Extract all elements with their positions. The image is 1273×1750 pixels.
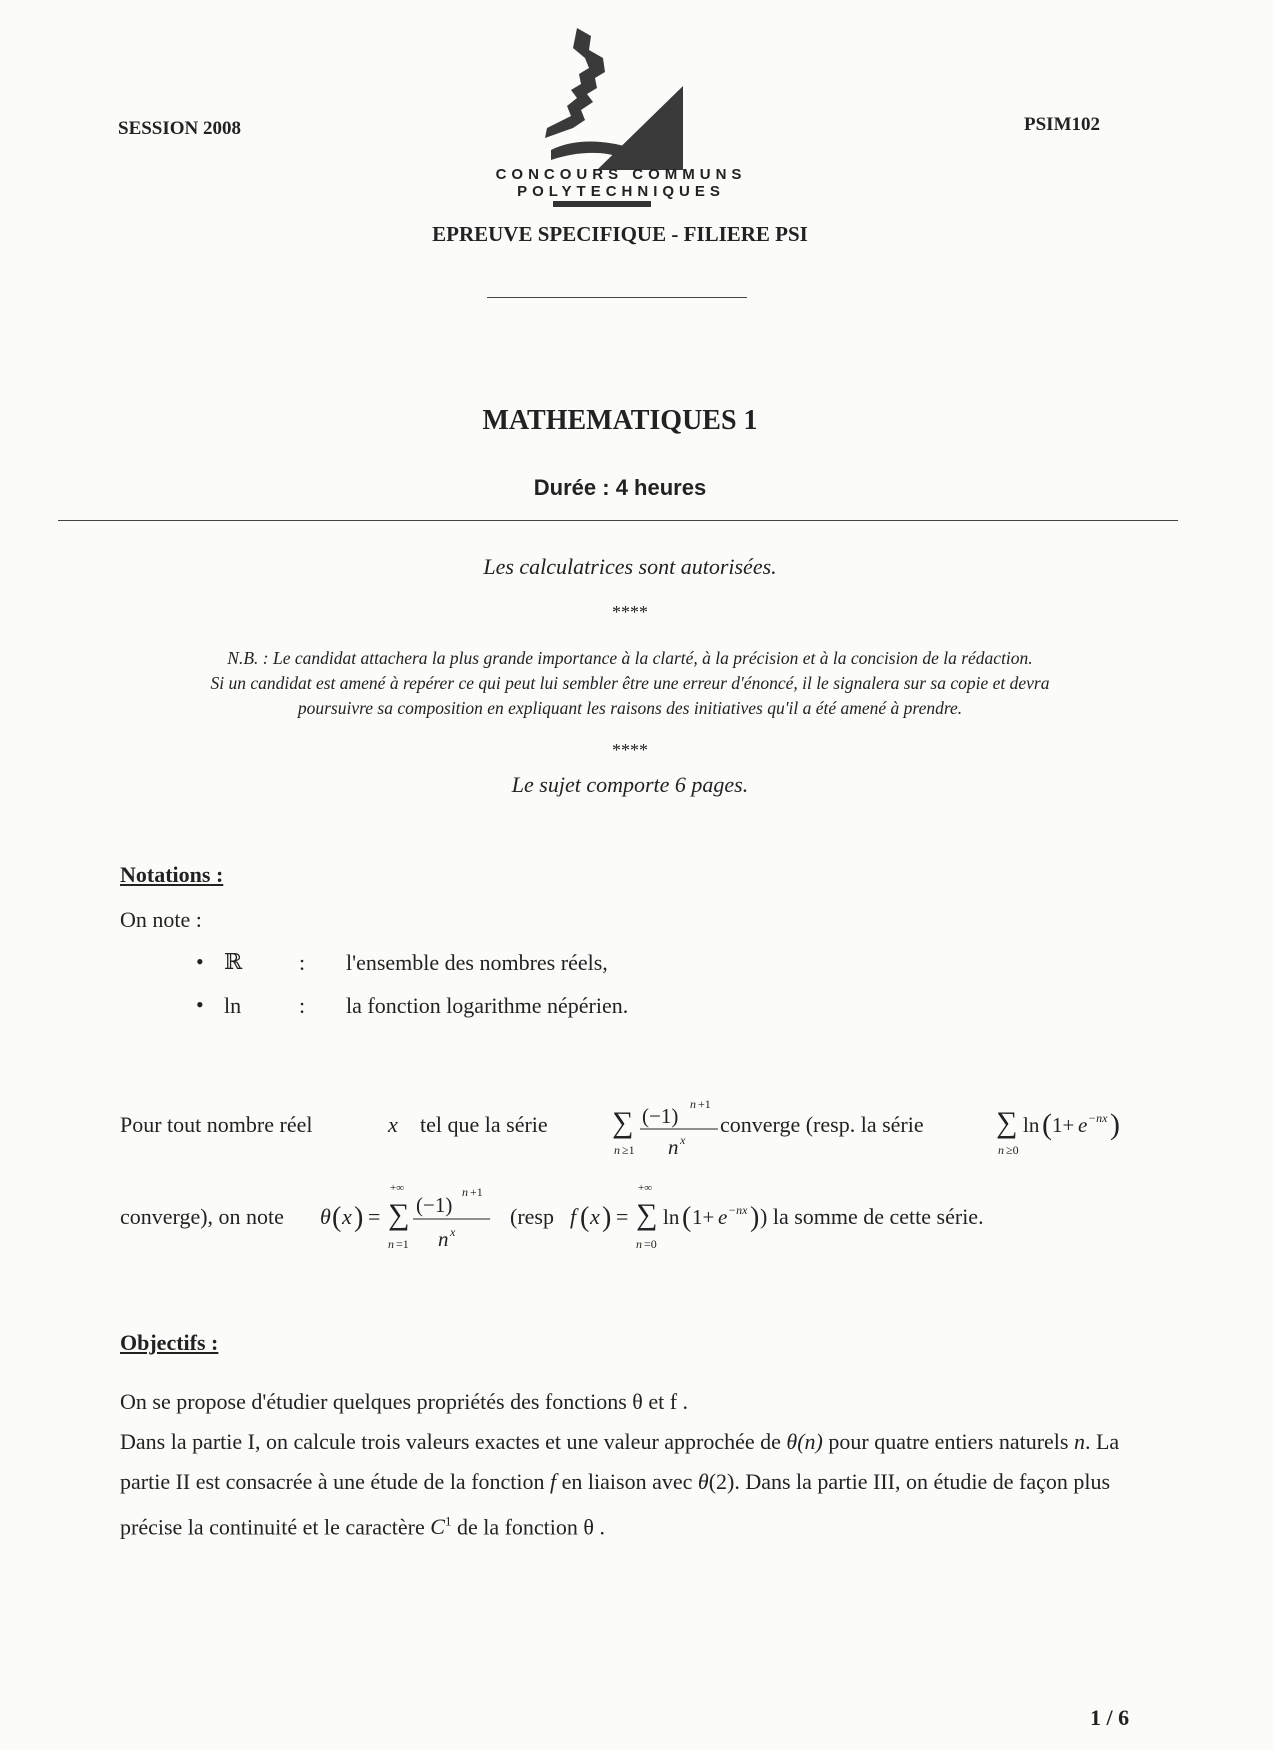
epreuve-title: EPREUVE SPECIFIQUE - FILIERE PSI [432, 222, 808, 246]
notation-symbol: ℝ [224, 950, 243, 975]
svg-text:x: x [590, 1204, 600, 1229]
svg-text:=0: =0 [644, 1237, 657, 1251]
nb-line: N.B. : Le candidat attachera la plus grande importance à la clarté, à la précision et à la concision de la rédaction. [227, 648, 1033, 668]
ccp-logo [545, 28, 685, 170]
nb-note [100, 646, 1160, 721]
def-text: (resp [510, 1204, 554, 1229]
svg-text:n: n [462, 1185, 468, 1199]
math-f: f [550, 1469, 557, 1494]
svg-text:e: e [1078, 1113, 1088, 1137]
nb-line: Si un candidat est amené à repérer ce qui peut lui sembler être une erreur d'énoncé, il le signalera sur sa copie et devra [210, 673, 1050, 693]
theta-definition [320, 1182, 490, 1251]
notation-colon: : [299, 950, 306, 975]
math-theta-n: θ(n) [786, 1429, 823, 1454]
svg-text:+1: +1 [470, 1185, 483, 1199]
def-var: x [388, 1112, 398, 1137]
svg-text:∑: ∑ [636, 1198, 658, 1231]
svg-text:x: x [342, 1204, 352, 1229]
svg-text:n: n [998, 1143, 1004, 1157]
svg-text:): ) [1110, 1108, 1120, 1141]
objectifs-text [120, 1382, 1140, 1547]
separator-stars: **** [612, 602, 648, 622]
notation-symbol: ln [224, 993, 242, 1018]
logo-bar [553, 201, 651, 207]
svg-text:): ) [602, 1202, 612, 1233]
divider [58, 520, 1178, 521]
svg-text:(: ( [1042, 1108, 1052, 1141]
svg-text:−nx: −nx [728, 1203, 748, 1217]
notation-desc: l'ensemble des nombres réels, [346, 950, 608, 975]
page-title: MATHEMATIQUES 1 [482, 405, 758, 436]
series-theta [612, 1097, 718, 1159]
notations-heading: Notations : [120, 862, 224, 887]
page-number: 1 / 6 [1090, 1705, 1130, 1730]
exam-code: PSIM102 [1024, 114, 1100, 135]
math-theta-2: θ(2) [697, 1469, 735, 1494]
svg-text:(−1): (−1) [416, 1193, 453, 1217]
separator-stars: **** [612, 740, 648, 760]
def-text: ) la somme de cette série. [760, 1204, 984, 1229]
svg-text:n: n [636, 1237, 642, 1251]
svg-text:n: n [668, 1135, 679, 1159]
svg-text:n: n [438, 1227, 449, 1251]
calculator-note: Les calculatrices sont autorisées. [483, 554, 777, 579]
svg-text:x: x [680, 1133, 686, 1147]
svg-text:−nx: −nx [1088, 1111, 1108, 1125]
svg-text:=1: =1 [396, 1237, 409, 1251]
definition-line-2 [120, 1170, 1220, 1260]
svg-text:+∞: +∞ [638, 1182, 653, 1194]
bullet-icon: • [196, 949, 204, 974]
bullet-icon: • [196, 992, 204, 1017]
logo-text: CONCOURS COMMUNS POLYTECHNIQUES [495, 166, 747, 200]
svg-text:): ) [354, 1202, 364, 1233]
svg-text:(−1): (−1) [642, 1104, 679, 1128]
svg-text:ln: ln [663, 1205, 680, 1229]
svg-text:(: ( [682, 1202, 692, 1233]
def-text: converge (resp. la série [720, 1112, 924, 1137]
svg-text:θ: θ [320, 1204, 331, 1229]
duration: Durée : 4 heures [533, 475, 707, 500]
svg-text:f: f [570, 1204, 577, 1229]
svg-text:(: ( [580, 1202, 590, 1233]
svg-text:n: n [388, 1237, 394, 1251]
notation-desc: la fonction logarithme népérien. [346, 993, 629, 1018]
svg-text:1+: 1+ [692, 1205, 715, 1229]
notation-colon: : [299, 993, 306, 1018]
svg-text:∑: ∑ [612, 1106, 634, 1139]
svg-text:∑: ∑ [996, 1106, 1018, 1139]
svg-text:=: = [616, 1204, 629, 1229]
svg-text:ln: ln [1023, 1113, 1040, 1137]
series-f [996, 1106, 1120, 1157]
svg-text:x: x [450, 1225, 456, 1239]
svg-text:≥1: ≥1 [622, 1143, 635, 1157]
definition-line-1 [120, 1086, 1220, 1166]
nb-line: poursuivre sa composition en expliquant les raisons des initiatives qu'il a été amené à prendre. [297, 698, 963, 718]
svg-text:1+: 1+ [1052, 1113, 1075, 1137]
pages-note: Le sujet comporte 6 pages. [511, 772, 749, 797]
svg-text:=: = [368, 1204, 381, 1229]
svg-text:n: n [690, 1097, 696, 1111]
divider [487, 297, 747, 298]
math-c1: $C^1$ [430, 1514, 452, 1540]
svg-text:∑: ∑ [388, 1198, 410, 1231]
svg-text:e: e [718, 1205, 728, 1229]
objectifs-p1: On se propose d'étudier quelques propriétés des fonctions θ et f . [120, 1389, 689, 1414]
notations-intro: On note : [120, 907, 202, 932]
svg-text:+1: +1 [698, 1097, 711, 1111]
svg-text:n: n [614, 1143, 620, 1157]
svg-text:): ) [750, 1202, 760, 1233]
def-text: converge), on note [120, 1204, 284, 1229]
math-n: n [1073, 1429, 1085, 1454]
svg-text:≥0: ≥0 [1006, 1143, 1019, 1157]
def-text: Pour tout nombre réel [120, 1112, 313, 1137]
session-label: SESSION 2008 [118, 118, 242, 139]
svg-text:+∞: +∞ [390, 1182, 405, 1194]
def-text: tel que la série [420, 1112, 548, 1137]
svg-text:(: ( [332, 1202, 342, 1233]
objectifs-p2: Dans la partie I, on calcule trois valeurs exactes et une valeur approchée de θ(n) pour quatre entiers naturels n. La partie II est consacrée à une étude de la fonction f en liaison avec θ(2). Dans la partie III, on étudie de façon plus précise la continuité et le caractère $C^1$ de la fonction θ . [120, 1429, 1120, 1540]
objectifs-heading: Objectifs : [120, 1330, 219, 1355]
f-definition [570, 1182, 759, 1251]
